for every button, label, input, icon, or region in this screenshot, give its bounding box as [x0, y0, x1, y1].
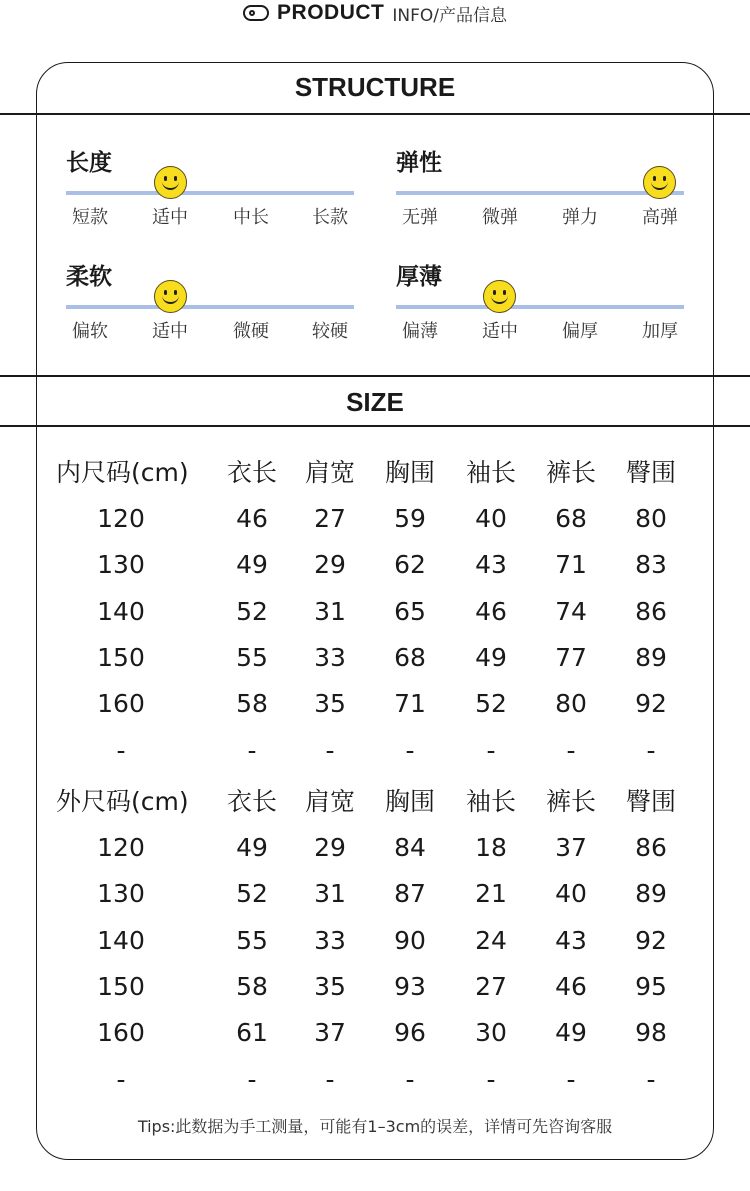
table-cell: 46 [236, 504, 268, 533]
table-cell: 68 [394, 642, 426, 672]
table-cell: 33 [314, 925, 346, 955]
slider-option: 偏薄 [402, 321, 438, 342]
table-cell: 92 [635, 689, 667, 719]
structure-title-rule [0, 113, 750, 115]
table-cell: 71 [555, 550, 587, 580]
table-cell: 86 [635, 833, 667, 862]
column-header: 袖长 [465, 787, 516, 816]
slider-option: 微弹 [482, 207, 518, 228]
table-row [0, 499, 750, 539]
slider-option: 无弹 [402, 207, 438, 228]
table-cell: 55 [236, 642, 268, 672]
table-cell: 46 [475, 596, 507, 626]
table-cell: - [486, 735, 496, 765]
table-cell: 120 [97, 833, 145, 862]
smiley-icon [643, 166, 676, 199]
size-title-bottom-rule [0, 425, 750, 427]
table-row [0, 874, 750, 914]
slider-option: 中长 [233, 207, 269, 228]
table-cell: 61 [236, 1018, 268, 1048]
table-cell: 62 [394, 550, 426, 580]
slider-track [396, 191, 684, 195]
table-cell: 90 [394, 925, 426, 955]
table-cell: 58 [236, 971, 268, 1001]
slider-option: 弹力 [562, 207, 598, 228]
table-cell: 89 [635, 642, 667, 672]
slider-label: 弹性 [396, 150, 442, 176]
table-cell: 35 [314, 689, 346, 719]
slider-track [66, 191, 354, 195]
slider-option: 偏厚 [562, 321, 598, 342]
table-cell: 95 [635, 971, 667, 1001]
table-cell: 83 [635, 550, 667, 580]
table-cell: - [116, 735, 126, 765]
table-cell: - [566, 1064, 576, 1094]
inner-size-header-row [0, 453, 750, 493]
table-row [0, 684, 750, 724]
column-header: 内尺码(cm) [56, 458, 189, 487]
page-header [0, 0, 750, 26]
table-cell: 27 [314, 504, 346, 533]
table-cell: 80 [635, 504, 667, 533]
table-cell: 24 [475, 925, 507, 955]
table-row [0, 545, 750, 585]
table-cell: 29 [314, 550, 346, 580]
table-cell: - [646, 735, 656, 765]
column-header: 衣长 [226, 458, 277, 487]
table-cell: 98 [635, 1018, 667, 1048]
table-cell: 40 [555, 879, 587, 909]
table-cell: 58 [236, 689, 268, 719]
table-row [0, 1060, 750, 1100]
table-cell: - [247, 735, 257, 765]
column-header: 裤长 [545, 787, 596, 816]
table-cell: 160 [97, 689, 145, 719]
column-header: 衣长 [226, 787, 277, 816]
table-cell: - [646, 1064, 656, 1094]
column-header: 肩宽 [304, 787, 355, 816]
table-row [0, 921, 750, 961]
table-cell: 65 [394, 596, 426, 626]
table-cell: 84 [394, 833, 426, 862]
table-cell: 93 [394, 971, 426, 1001]
table-cell: - [247, 1064, 257, 1094]
table-cell: 30 [475, 1018, 507, 1048]
column-header: 胸围 [384, 787, 435, 816]
table-cell: 150 [97, 642, 145, 672]
slider-option: 加厚 [642, 321, 678, 342]
table-row [0, 967, 750, 1007]
table-cell: 27 [475, 971, 507, 1001]
slider-label: 厚薄 [396, 264, 442, 290]
table-cell: 43 [555, 925, 587, 955]
table-cell: 52 [236, 879, 268, 909]
column-header: 胸围 [384, 458, 435, 487]
header-title-light: INFO/产品信息 [392, 5, 507, 26]
slider-option: 高弹 [642, 207, 678, 228]
table-cell: 120 [97, 504, 145, 533]
table-cell: 31 [314, 879, 346, 909]
table-cell: 86 [635, 596, 667, 626]
table-cell: 21 [475, 879, 507, 909]
eye-icon [243, 5, 269, 21]
table-cell: 80 [555, 689, 587, 719]
table-cell: 31 [314, 596, 346, 626]
table-row [0, 1013, 750, 1053]
table-cell: 18 [475, 833, 507, 862]
header-title-bold: PRODUCT [277, 1, 385, 24]
table-cell: 33 [314, 642, 346, 672]
table-cell: - [486, 1064, 496, 1094]
table-cell: 74 [555, 596, 587, 626]
size-title-top-rule [0, 375, 750, 377]
table-row [0, 828, 750, 868]
table-cell: - [405, 1064, 415, 1094]
table-cell: 130 [97, 550, 145, 580]
table-cell: 68 [555, 504, 587, 533]
table-cell: 59 [394, 504, 426, 533]
slider-option: 适中 [152, 207, 188, 228]
slider-option: 长款 [312, 207, 348, 228]
slider-option: 短款 [72, 207, 108, 228]
slider-option: 偏软 [72, 321, 108, 342]
slider-option: 适中 [482, 321, 518, 342]
table-row [0, 731, 750, 771]
table-cell: - [325, 735, 335, 765]
table-cell: - [116, 1064, 126, 1094]
slider-option: 微硬 [233, 321, 269, 342]
table-cell: 46 [555, 971, 587, 1001]
table-cell: - [405, 735, 415, 765]
table-cell: 49 [236, 833, 268, 862]
table-cell: 55 [236, 925, 268, 955]
table-cell: 43 [475, 550, 507, 580]
table-cell: 87 [394, 879, 426, 909]
table-cell: - [566, 735, 576, 765]
tips-note: Tips:此数据为手工测量，可能有1–3cm的误差，详情可先咨询客服 [137, 1117, 613, 1136]
table-cell: 71 [394, 689, 426, 719]
table-cell: 77 [555, 642, 587, 672]
slider-track [66, 305, 354, 309]
table-cell: 89 [635, 879, 667, 909]
table-cell: 52 [475, 689, 507, 719]
slider-label: 长度 [66, 150, 112, 176]
table-cell: 160 [97, 1018, 145, 1048]
table-cell: 40 [475, 504, 507, 533]
table-cell: 140 [97, 925, 145, 955]
slider-label: 柔软 [66, 264, 112, 290]
table-cell: - [325, 1064, 335, 1094]
smiley-icon [154, 280, 187, 313]
smiley-icon [483, 280, 516, 313]
table-cell: 37 [555, 833, 587, 862]
slider-option: 较硬 [312, 321, 348, 342]
column-header: 肩宽 [304, 458, 355, 487]
table-row [0, 592, 750, 632]
table-row [0, 638, 750, 678]
table-cell: 96 [394, 1018, 426, 1048]
slider-track [396, 305, 684, 309]
column-header: 裤长 [545, 458, 596, 487]
table-cell: 52 [236, 596, 268, 626]
table-cell: 49 [236, 550, 268, 580]
table-cell: 130 [97, 879, 145, 909]
outer-size-header-row [0, 782, 750, 822]
table-cell: 49 [555, 1018, 587, 1048]
table-cell: 49 [475, 642, 507, 672]
table-cell: 140 [97, 596, 145, 626]
column-header: 外尺码(cm) [56, 787, 189, 816]
size-title: SIZE [346, 387, 404, 417]
table-cell: 35 [314, 971, 346, 1001]
table-cell: 29 [314, 833, 346, 862]
column-header: 臀围 [625, 787, 676, 816]
slider-option: 适中 [152, 321, 188, 342]
table-cell: 37 [314, 1018, 346, 1048]
table-cell: 92 [635, 925, 667, 955]
smiley-icon [154, 166, 187, 199]
column-header: 臀围 [625, 458, 676, 487]
table-cell: 150 [97, 971, 145, 1001]
column-header: 袖长 [465, 458, 516, 487]
structure-title: STRUCTURE [294, 72, 456, 102]
